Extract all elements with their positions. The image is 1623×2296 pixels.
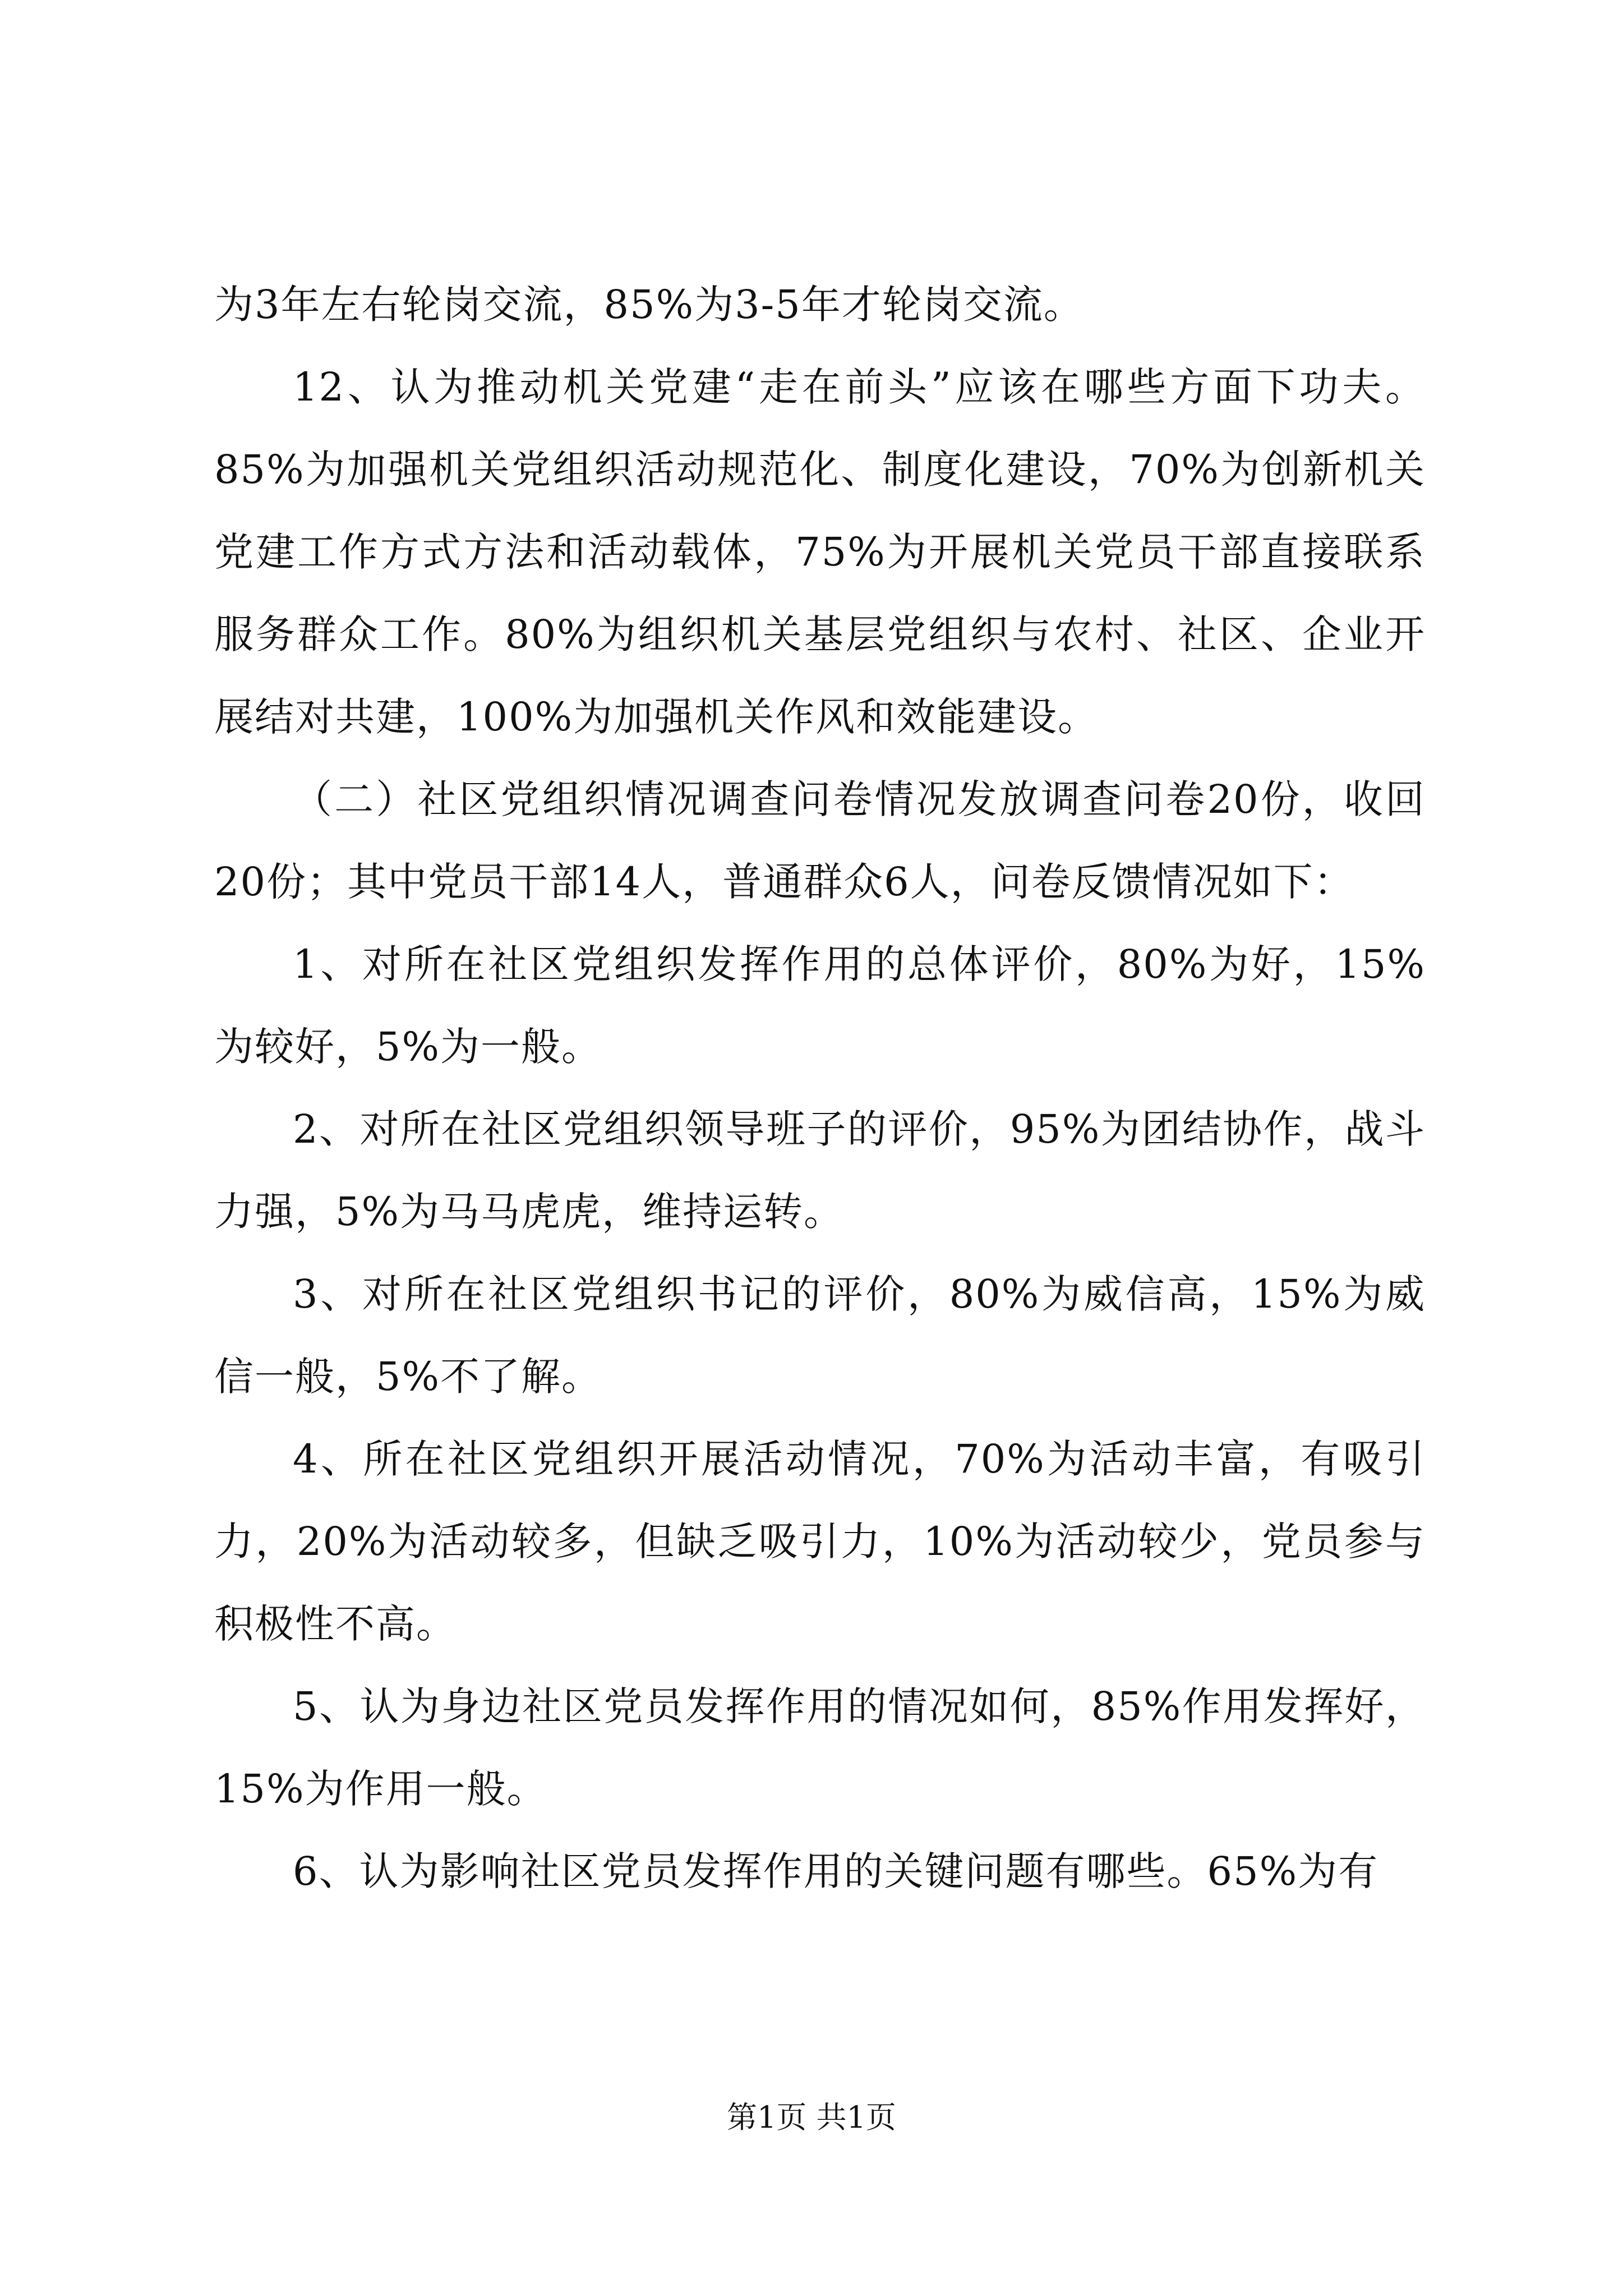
document-body [214, 264, 1426, 1913]
paragraph-item-3: 3、对所在社区党组织书记的评价，80%为威信高，15%为威信一般，5%不了解。 [214, 1271, 1426, 1400]
paragraph-item-4: 4、所在社区党组织开展活动情况，70%为活动丰富，有吸引力，20%为活动较多，但缺乏吸引力，10%为活动较少，党员参与积极性不高。 [214, 1436, 1426, 1647]
paragraph-item-6: 6、认为影响社区党员发挥作用的关键问题有哪些。65%为有 [293, 1848, 1379, 1894]
paragraph-item-12: 12、认为推动机关党建“走在前头”应该在哪些方面下功夫。85%为加强机关党组织活动规范化、制度化建设，70%为创新机关党建工作方式方法和活动载体，75%为开展机关党员干部直接联系服务群众工作。80%为组织机关基层党组织与农村、社区、企业开展结对共建，100%为加强机关作风和效能建设。 [214, 364, 1426, 740]
paragraph-section-2-intro: （二）社区党组织情况调查问卷情况发放调查问卷20份，收回20份；其中党员干部14人，普通群众6人，问卷反馈情况如下： [214, 776, 1426, 905]
page-number-label: 第1页 共1页 [727, 2100, 896, 2135]
paragraph-item-5: 5、认为身边社区党员发挥作用的情况如何，85%作用发挥好，15%为作用一般。 [214, 1683, 1426, 1812]
paragraph-continuation: 为3年左右轮岗交流，85%为3-5年才轮岗交流。 [214, 282, 1084, 328]
paragraph-item-2: 2、对所在社区党组织领导班子的评价，95%为团结协作，战斗力强，5%为马马虎虎，维持运转。 [214, 1106, 1426, 1235]
paragraph-item-1: 1、对所在社区党组织发挥作用的总体评价，80%为好，15%为较好，5%为一般。 [214, 941, 1426, 1070]
page-footer [0, 2098, 1623, 2137]
